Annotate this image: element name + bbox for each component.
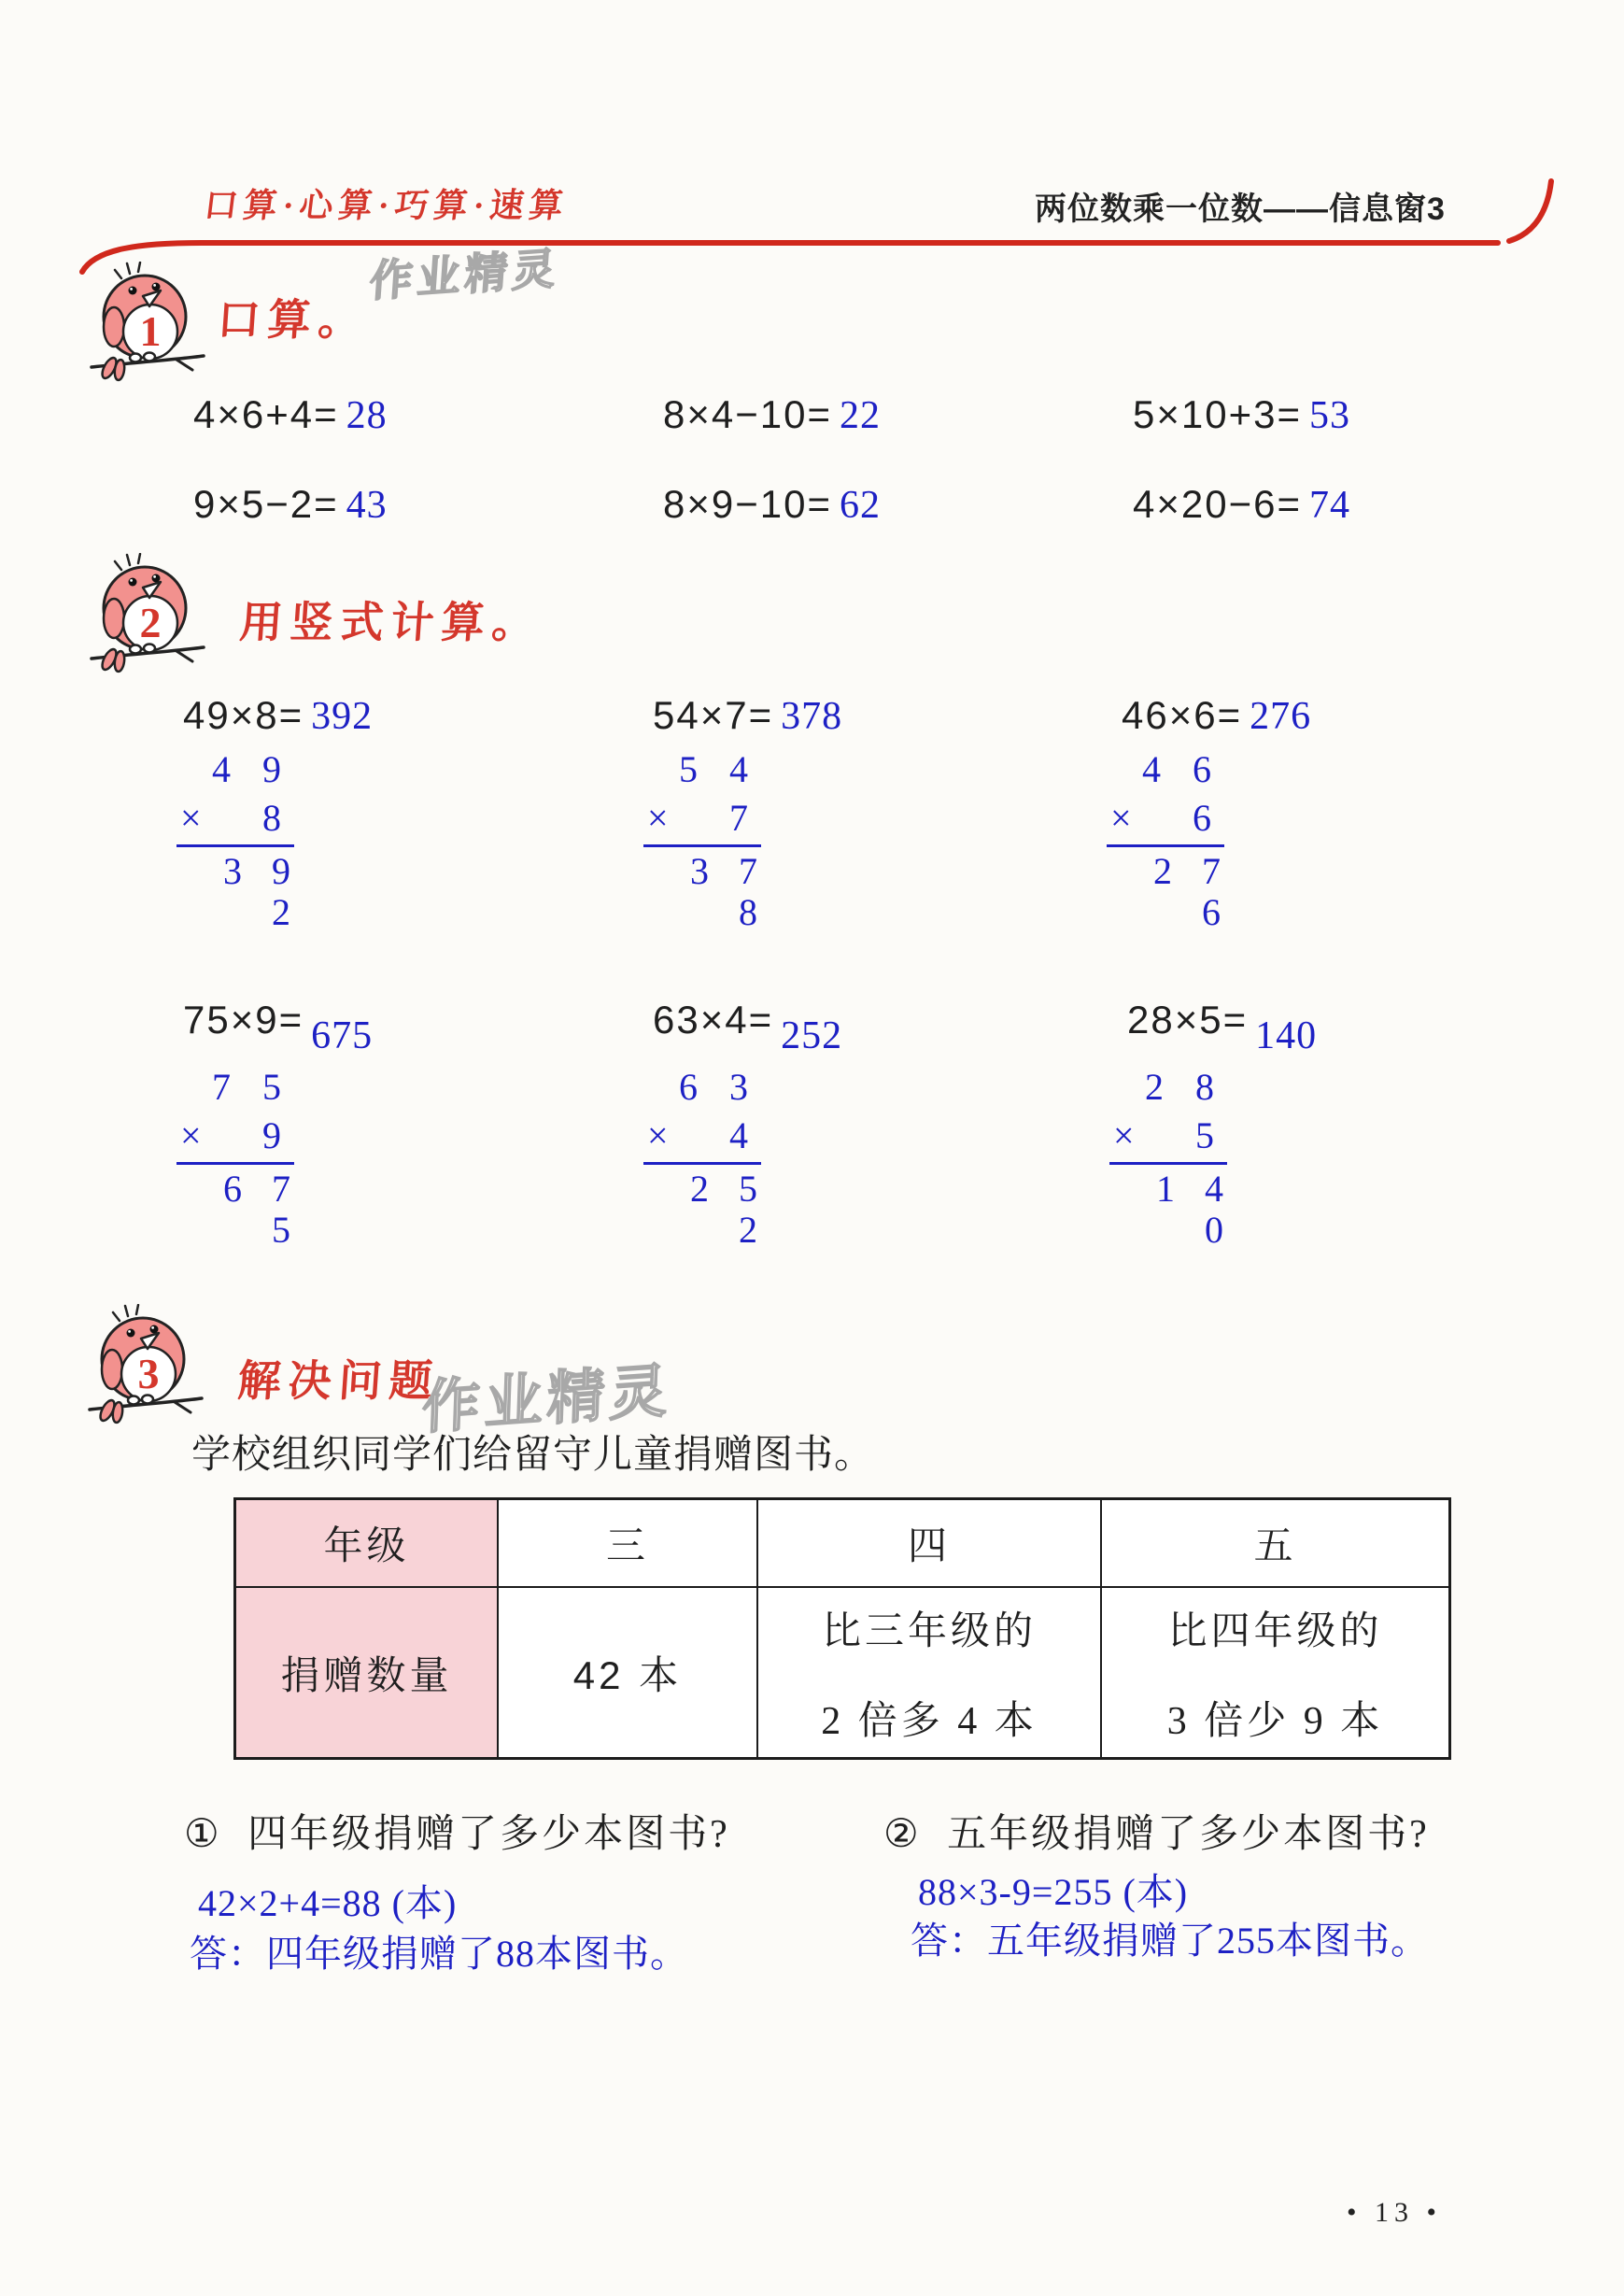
v-expr: 46×6=	[1122, 693, 1243, 737]
table-header-grade5: 五	[1102, 1500, 1448, 1588]
page-number: • 13 •	[1347, 2197, 1443, 2228]
vertical-problem-equation	[1127, 998, 1318, 1057]
oral-answer: 62	[840, 484, 882, 527]
table-cell-grade4	[758, 1588, 1102, 1757]
vertical-work	[1107, 748, 1231, 933]
v-expr: 49×8=	[183, 693, 304, 737]
v-expr: 63×4=	[653, 998, 774, 1042]
vertical-work	[177, 1066, 301, 1251]
oral-problem	[1133, 392, 1350, 438]
question-2	[883, 1803, 1430, 1859]
v-product: 3 7 8	[690, 850, 768, 933]
table-header-grade3: 三	[499, 1500, 758, 1588]
oral-problem	[663, 482, 881, 528]
v-expr: 54×7=	[653, 693, 774, 737]
header-right-title: 两位数乘一位数——信息窗3	[1035, 191, 1446, 227]
v-multiplier: 6	[1193, 797, 1211, 839]
question-1-number: ①	[184, 1813, 222, 1856]
oral-answer: 43	[346, 484, 388, 527]
v-top-operand: 5 4	[679, 748, 759, 790]
oral-expr: 5×10+3=	[1133, 392, 1303, 436]
v-product: 1 4 0	[1156, 1168, 1234, 1251]
v-answer: 378	[781, 695, 843, 738]
v-top-operand: 2 8	[1145, 1066, 1225, 1108]
v-product: 6 7 5	[223, 1168, 301, 1251]
section3-title: 解决问题	[235, 1357, 442, 1405]
question-1	[184, 1803, 730, 1859]
oral-problem	[663, 392, 881, 438]
v-top-operand: 4 9	[212, 748, 292, 790]
table-cell-grade4-line2: 2 倍多 4 本	[821, 1699, 1038, 1743]
question-2-answer: 答：五年级捐赠了255本图书。	[911, 1920, 1429, 1962]
table-header-grade: 年级	[236, 1500, 499, 1588]
section3-bird-badge-icon	[84, 1304, 207, 1430]
v-product: 3 9 2	[223, 850, 301, 933]
multiply-sign: ×	[180, 797, 202, 839]
v-multiplier: 5	[1195, 1114, 1214, 1156]
question-1-text: 四年级捐赠了多少本图书?	[247, 1813, 730, 1856]
vertical-problem-equation	[653, 693, 842, 739]
v-top-operand: 6 3	[679, 1066, 759, 1108]
v-expr: 75×9=	[183, 998, 304, 1042]
table-cell-grade5-line2: 3 倍少 9 本	[1166, 1699, 1384, 1743]
section2-title: 用竖式计算。	[237, 599, 544, 646]
v-multiplier: 4	[729, 1114, 748, 1156]
vertical-work	[643, 1066, 768, 1251]
vertical-problem-equation	[183, 998, 374, 1057]
section1-bird-badge-icon	[86, 262, 209, 388]
table-cell-grade4-line1: 比三年级的	[821, 1609, 1037, 1653]
question-2-number: ②	[883, 1813, 922, 1856]
header-rule-swoosh	[0, 0, 1624, 308]
v-multiplier: 7	[729, 797, 748, 839]
multiply-sign: ×	[647, 797, 669, 839]
multiply-sign: ×	[180, 1114, 202, 1156]
header-left-title: 口算·心算·巧算·速算	[202, 187, 572, 224]
v-top-operand: 4 6	[1142, 748, 1222, 790]
v-answer: 392	[311, 695, 374, 738]
section1-title: 口算。	[215, 296, 371, 344]
question-1-work: 42×2+4=88 (本)	[198, 1882, 458, 1924]
oral-expr: 8×9−10=	[663, 482, 833, 526]
multiply-sign: ×	[1110, 797, 1132, 839]
question-2-text: 五年级捐赠了多少本图书?	[947, 1813, 1430, 1856]
oral-problem	[193, 482, 388, 528]
section3-number: 3	[137, 1350, 160, 1397]
oral-problem	[1133, 482, 1350, 528]
table-header-grade4: 四	[758, 1500, 1102, 1588]
v-product: 2 5 2	[690, 1168, 768, 1251]
oral-answer: 28	[346, 394, 388, 437]
section2-number: 2	[139, 599, 162, 646]
oral-problem	[193, 392, 388, 438]
oral-expr: 8×4−10=	[663, 392, 833, 436]
vertical-problem-equation	[183, 693, 373, 739]
vertical-problem-equation	[1122, 693, 1311, 739]
v-multiplier: 8	[262, 797, 281, 839]
multiply-sign: ×	[1113, 1114, 1135, 1156]
table-row-label: 捐赠数量	[236, 1588, 499, 1757]
oral-expr: 9×5−2=	[193, 482, 339, 526]
v-top-operand: 7 5	[212, 1066, 292, 1108]
oral-answer: 22	[840, 394, 882, 437]
v-product: 2 7 6	[1153, 850, 1231, 933]
donation-table	[233, 1497, 1451, 1760]
vertical-work	[1109, 1066, 1234, 1251]
watermark: 作业精灵	[420, 1358, 673, 1441]
v-multiplier: 9	[262, 1114, 281, 1156]
word-problem-intro: 学校组织同学们给留守儿童捐赠图书。	[191, 1434, 875, 1477]
v-answer: 276	[1250, 695, 1312, 738]
v-answer: 252	[781, 1014, 843, 1057]
v-answer: 675	[311, 1014, 374, 1057]
vertical-work	[177, 748, 301, 933]
vertical-work	[643, 748, 768, 933]
oral-answer: 74	[1309, 484, 1351, 527]
multiply-sign: ×	[647, 1114, 669, 1156]
watermark: 作业精灵	[368, 243, 562, 306]
oral-answer: 53	[1309, 394, 1351, 437]
oral-expr: 4×6+4=	[193, 392, 339, 436]
section1-number: 1	[139, 307, 162, 355]
v-expr: 28×5=	[1127, 998, 1249, 1042]
vertical-problem-equation	[653, 998, 843, 1057]
table-cell-grade5	[1102, 1588, 1448, 1757]
v-answer: 140	[1255, 1014, 1318, 1057]
question-1-answer: 答：四年级捐赠了88本图书。	[190, 1933, 688, 1975]
table-cell-grade3: 42 本	[499, 1588, 758, 1757]
oral-expr: 4×20−6=	[1133, 482, 1303, 526]
table-cell-grade5-line1: 比四年级的	[1167, 1609, 1383, 1653]
question-2-work: 88×3-9=255 (本)	[918, 1871, 1189, 1913]
section2-bird-badge-icon	[86, 553, 209, 679]
